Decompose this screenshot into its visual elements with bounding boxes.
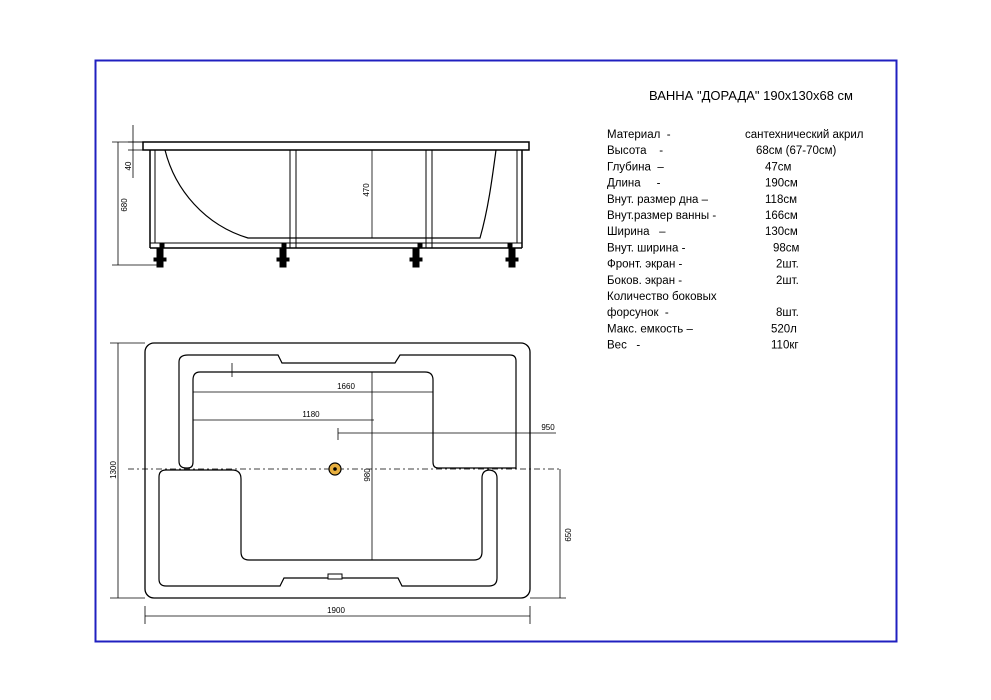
side-rim <box>143 142 529 150</box>
plan-width-label: 1300 <box>109 461 118 479</box>
spec-value: 118см <box>765 193 797 206</box>
spec-label: Внут. ширина - <box>607 242 686 255</box>
plan-offset-label: 950 <box>541 423 555 432</box>
side-rim-label: 40 <box>124 161 133 171</box>
side-feet <box>154 248 518 267</box>
side-hull-curve <box>165 150 496 238</box>
plan-width-inner-label: 980 <box>363 468 372 482</box>
drawing-title: ВАННА "ДОРАДА" 190х130х68 см <box>649 88 853 103</box>
spec-value: 8шт. <box>776 307 799 320</box>
side-dimensions <box>112 125 372 265</box>
spec-label: Количество боковых <box>607 291 717 303</box>
side-depth-label: 470 <box>362 183 371 197</box>
spec-label: Макс. емкость – <box>607 323 693 336</box>
plan-upper-shell <box>179 355 516 468</box>
spec-value: 166см <box>765 210 798 222</box>
spec-label: Боков. экран - <box>607 274 683 287</box>
side-view <box>143 142 529 248</box>
spec-label: Материал - <box>607 129 671 141</box>
spec-value: 2шт. <box>776 258 799 271</box>
spec-label: форсунок - <box>607 307 669 320</box>
spec-value: 47см <box>765 161 792 174</box>
spec-value: сантехнический акрил <box>745 129 864 141</box>
spec-value: 130см <box>765 226 798 239</box>
spec-table <box>607 129 863 352</box>
spec-label: Длина - <box>607 177 661 190</box>
overflow-icon <box>328 574 342 579</box>
spec-value: 2шт. <box>776 274 799 287</box>
plan-lower-shell <box>159 470 497 586</box>
spec-value: 190см <box>765 177 798 190</box>
plan-length-inner-label: 1660 <box>337 382 355 391</box>
plan-bottom-label: 1180 <box>302 410 320 419</box>
spec-label: Внут. размер дна – <box>607 193 709 206</box>
spec-label: Внут.размер ванны - <box>607 210 717 222</box>
spec-label: Глубина – <box>607 161 664 174</box>
spec-value: 110кг <box>771 339 799 352</box>
spec-value: 520л <box>771 323 797 336</box>
spec-value: 68см (67-70см) <box>756 145 837 158</box>
plan-length-label: 1900 <box>327 606 345 615</box>
spec-label: Вес - <box>607 339 641 352</box>
spec-label: Высота - <box>607 145 664 158</box>
spec-value: 98см <box>773 242 800 255</box>
side-height-label: 680 <box>120 198 129 212</box>
spec-label: Ширина – <box>607 226 666 239</box>
spec-label: Фронт. экран - <box>607 258 683 271</box>
plan-half-label: 650 <box>564 528 573 542</box>
